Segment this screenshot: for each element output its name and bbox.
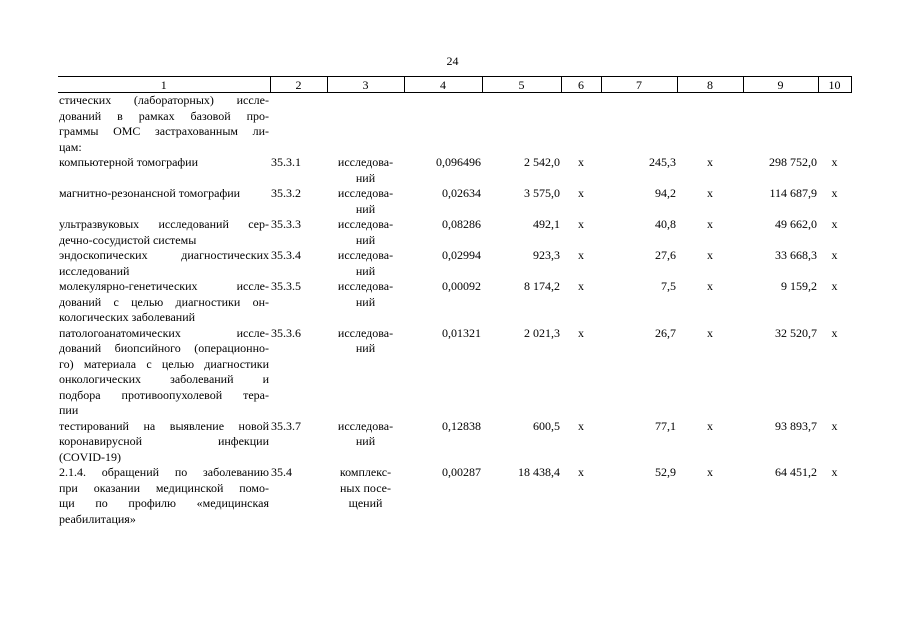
row-value-col10: х bbox=[831, 325, 838, 340]
row-value-col7: 94,2 bbox=[655, 186, 676, 200]
row-value-col6: х bbox=[578, 217, 584, 231]
row-name-line: го) материала с целью диагностики bbox=[59, 356, 269, 371]
intro-line: цам: bbox=[59, 139, 82, 154]
row-unit-line: ний bbox=[355, 294, 376, 309]
row-name-line: реабилитация» bbox=[59, 511, 136, 526]
table-row bbox=[58, 419, 851, 466]
row-value-col5: 600,5 bbox=[533, 418, 560, 433]
row-unit bbox=[327, 155, 404, 186]
column-header: 1 bbox=[58, 77, 270, 93]
row-value-col4: 0,02994 bbox=[442, 248, 481, 262]
row-unit-line: ний bbox=[355, 201, 376, 216]
row-value-col5: 18 438,4 bbox=[518, 465, 560, 479]
row-name-line: 2.1.4. обращений по заболеванию bbox=[59, 465, 269, 479]
page-number: 24 bbox=[446, 54, 459, 68]
data-table bbox=[58, 76, 852, 527]
row-name-line: исследований bbox=[59, 263, 130, 278]
row-unit bbox=[327, 419, 404, 466]
row-value-col6: х bbox=[578, 279, 584, 293]
row-unit-line: комплекс- bbox=[339, 465, 392, 479]
row-value-col9: 33 668,3 bbox=[775, 248, 817, 262]
row-value-col9: 93 893,7 bbox=[775, 418, 817, 433]
row-value-col6: х bbox=[578, 465, 584, 479]
row-name-line: щи по профилю «медицинская bbox=[59, 496, 269, 510]
row-value-col4: 0,08286 bbox=[442, 217, 481, 231]
row-name-line: онкологических заболеваний и bbox=[59, 372, 269, 386]
row-name-line: пии bbox=[59, 403, 79, 417]
row-value-col7: 26,7 bbox=[655, 325, 676, 340]
row-value-col8: х bbox=[707, 155, 713, 169]
row-name bbox=[58, 186, 270, 217]
row-value-col10: х bbox=[831, 155, 838, 169]
row-value-col5: 8 174,2 bbox=[524, 279, 560, 293]
row-name-line: кологических заболеваний bbox=[59, 310, 196, 324]
row-unit-line: ний bbox=[355, 263, 376, 278]
row-value-col9: 9 159,2 bbox=[781, 279, 817, 293]
row-value-col9: 32 520,7 bbox=[775, 325, 817, 340]
row-unit-line: исследова- bbox=[337, 186, 394, 200]
row-value-col7: 40,8 bbox=[655, 217, 676, 231]
column-header: 7 bbox=[601, 77, 677, 93]
row-value-col7: 52,9 bbox=[655, 465, 676, 479]
row-value-col6: х bbox=[578, 325, 584, 340]
row-name-line: молекулярно-генетических иссле- bbox=[59, 279, 269, 293]
row-code: 35.3.7 bbox=[271, 418, 301, 433]
table-row bbox=[58, 155, 851, 186]
row-value-col8: х bbox=[707, 217, 713, 231]
row-unit bbox=[327, 186, 404, 217]
row-unit bbox=[327, 248, 404, 279]
row-name-line: дований с целью диагностики он- bbox=[59, 294, 269, 309]
row-code: 35.3.5 bbox=[271, 279, 301, 293]
row-value-col4: 0,01321 bbox=[442, 325, 481, 340]
row-code: 35.3.1 bbox=[271, 155, 301, 169]
row-value-col8: х bbox=[707, 248, 713, 262]
row-value-col5: 923,3 bbox=[533, 248, 560, 262]
table-row bbox=[58, 279, 851, 326]
row-value-col10: х bbox=[831, 465, 838, 479]
row-name bbox=[58, 155, 270, 186]
intro-line: стических (лабораторных) иссле- bbox=[59, 93, 269, 107]
row-code: 35.4 bbox=[271, 465, 292, 479]
row-name bbox=[58, 279, 270, 326]
row-value-col8: х bbox=[707, 279, 713, 293]
row-unit-line: щений bbox=[348, 496, 383, 510]
row-value-col4: 0,00287 bbox=[442, 465, 481, 479]
row-value-col4: 0,00092 bbox=[442, 279, 481, 293]
column-header: 2 bbox=[270, 77, 327, 93]
row-name-line: при оказании медицинской помо- bbox=[59, 480, 269, 495]
row-unit-line: исследова- bbox=[337, 279, 394, 293]
row-unit-line: исследова- bbox=[337, 217, 394, 231]
table-row bbox=[58, 248, 851, 279]
row-name bbox=[58, 217, 270, 248]
row-name-line: дований биопсийного (операционно- bbox=[59, 341, 269, 355]
row-value-col6: х bbox=[578, 155, 584, 169]
row-unit-line: исследова- bbox=[337, 418, 394, 433]
row-value-col9: 114 687,9 bbox=[769, 186, 817, 200]
row-unit-line: исследова- bbox=[337, 155, 394, 169]
row-value-col8: х bbox=[707, 186, 713, 200]
row-name-line: ультразвуковых исследований сер- bbox=[59, 217, 269, 231]
row-unit-line: ний bbox=[355, 341, 376, 355]
row-name-line: магнитно-резонансной томографии bbox=[59, 186, 241, 200]
table-row bbox=[58, 186, 851, 217]
row-value-col4: 0,02634 bbox=[442, 186, 481, 200]
row-unit-line: ний bbox=[355, 434, 376, 448]
row-code: 35.3.6 bbox=[271, 325, 301, 340]
row-value-col5: 492,1 bbox=[533, 217, 560, 231]
row-value-col5: 2 542,0 bbox=[524, 155, 560, 169]
intro-line: граммы ОМС застрахованным ли- bbox=[59, 124, 269, 138]
row-value-col7: 7,5 bbox=[661, 279, 676, 293]
column-header: 8 bbox=[677, 77, 743, 93]
column-header: 5 bbox=[482, 77, 561, 93]
row-value-col7: 245,3 bbox=[649, 155, 676, 169]
intro-text bbox=[58, 93, 270, 156]
row-code: 35.3.2 bbox=[271, 186, 301, 200]
row-value-col10: х bbox=[831, 217, 838, 231]
row-unit bbox=[327, 217, 404, 248]
row-unit-line: ний bbox=[355, 170, 376, 185]
table-row bbox=[58, 465, 851, 527]
row-value-col9: 298 752,0 bbox=[769, 155, 817, 169]
row-value-col6: х bbox=[578, 248, 584, 262]
row-unit-line: исследова- bbox=[337, 248, 394, 262]
row-unit-line: исследова- bbox=[337, 325, 394, 340]
column-header: 6 bbox=[561, 77, 601, 93]
row-value-col10: х bbox=[831, 186, 838, 200]
table-row bbox=[58, 217, 851, 248]
row-value-col5: 2 021,3 bbox=[524, 325, 560, 340]
row-name-line: тестирований на выявление новой bbox=[59, 418, 269, 433]
row-name bbox=[58, 419, 270, 466]
row-name bbox=[58, 465, 270, 527]
row-value-col8: х bbox=[707, 465, 713, 479]
row-value-col10: х bbox=[831, 248, 838, 262]
row-value-col10: х bbox=[831, 279, 838, 293]
row-name bbox=[58, 248, 270, 279]
row-unit bbox=[327, 279, 404, 326]
row-value-col10: х bbox=[831, 418, 838, 433]
row-value-col9: 49 662,0 bbox=[775, 217, 817, 231]
row-value-col7: 27,6 bbox=[655, 248, 676, 262]
row-unit-line: ных посе- bbox=[340, 480, 391, 495]
row-value-col8: х bbox=[707, 418, 713, 433]
row-name-line: патологоанатомических иссле- bbox=[59, 325, 269, 340]
row-unit bbox=[327, 465, 404, 527]
row-value-col9: 64 451,2 bbox=[775, 465, 817, 479]
table-row bbox=[58, 326, 851, 419]
row-value-col6: х bbox=[578, 418, 584, 433]
intro-row bbox=[58, 93, 851, 156]
row-code: 35.3.4 bbox=[271, 248, 301, 262]
column-number-header-row bbox=[58, 77, 851, 93]
column-header: 10 bbox=[818, 77, 851, 93]
row-name bbox=[58, 326, 270, 419]
row-name-line: эндоскопических диагностических bbox=[59, 248, 269, 262]
row-unit-line: ний bbox=[355, 232, 376, 247]
row-value-col7: 77,1 bbox=[655, 418, 676, 433]
row-code: 35.3.3 bbox=[271, 217, 301, 231]
column-header: 9 bbox=[743, 77, 818, 93]
row-value-col4: 0,12838 bbox=[442, 418, 481, 433]
intro-line: дований в рамках базовой про- bbox=[59, 108, 269, 123]
row-value-col5: 3 575,0 bbox=[524, 186, 560, 200]
row-unit bbox=[327, 326, 404, 419]
row-name-line: компьютерной томографии bbox=[59, 155, 199, 169]
row-name-line: подбора противоопухолевой тера- bbox=[59, 387, 269, 402]
column-header: 4 bbox=[404, 77, 482, 93]
row-name-line: коронавирусной инфекции bbox=[59, 434, 269, 448]
row-value-col6: х bbox=[578, 186, 584, 200]
row-name-line: (COVID-19) bbox=[59, 449, 121, 464]
row-value-col8: х bbox=[707, 325, 713, 340]
row-value-col4: 0,096496 bbox=[436, 155, 481, 169]
column-header: 3 bbox=[327, 77, 404, 93]
row-name-line: дечно-сосудистой системы bbox=[59, 232, 197, 247]
